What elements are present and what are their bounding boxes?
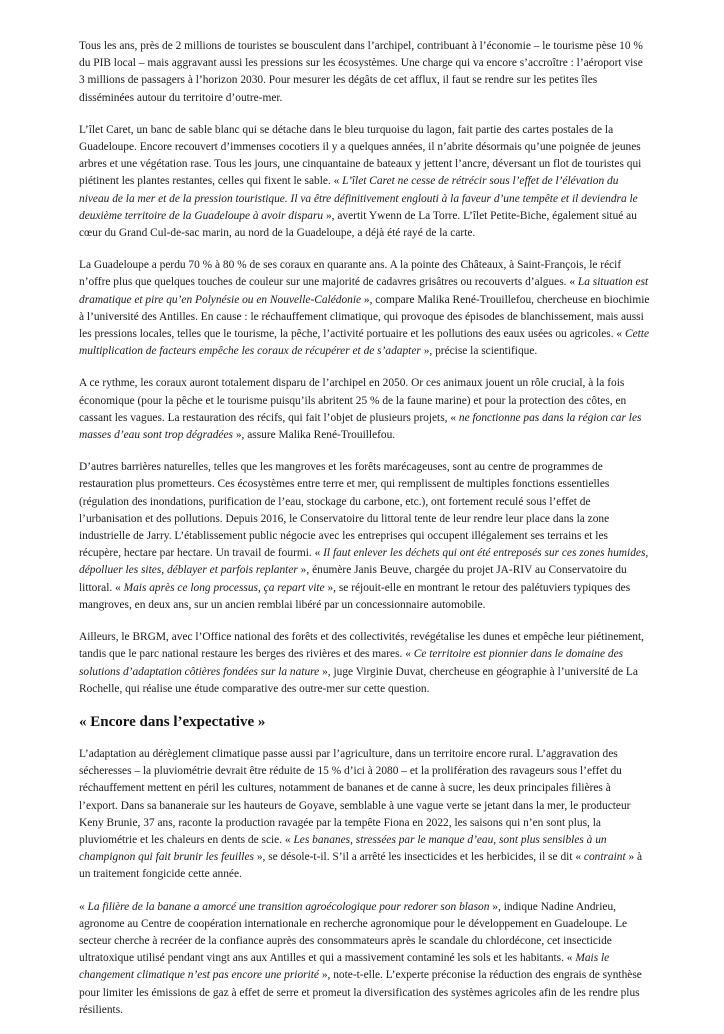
- section-subheading: « Encore dans l’expectative »: [79, 713, 266, 730]
- quote: La situation est dramatique et pire qu’en Polynésie ou en Nouvelle-Calédonie: [79, 276, 649, 306]
- article-body-after: [79, 746, 651, 1019]
- segment: Ailleurs, le BRGM, avec l’Office national des forêts et des collectivités, revégétalise les dunes et empêche leur piétinement, tandis que le parc national restaure les berges des rivières et des mares. «: [79, 631, 645, 661]
- quote: Il faut enlever les déchets qui ont été entreposés sur ces zones humides, dépolluer les sites, déblayer et parfois replanter: [79, 547, 649, 577]
- paragraph-rythme: [79, 375, 651, 444]
- segment: », avertit Ywenn de La Torre. L’îlet Petite-Biche, également situé au cœur du Grand Cul-de-sac marin, au nord de la Guadeloupe, a déjà été rayé de la carte.: [79, 209, 637, 240]
- paragraph-brgm: [79, 629, 651, 698]
- segment: », juge Virginie Duvat, chercheuse en géographie à l’université de La Rochelle, qui réalise une étude comparative des outre-mer sur cette question.: [79, 665, 638, 695]
- segment: L’îlet Caret, un banc de sable blanc qui se détache dans le bleu turquoise du lagon, fait partie des cartes postales de la Guadeloupe. Encore recouvert d’immenses cocotiers il y a quelques années, il n’abrite désormais qu’une poignée de jeunes arbres et une végétation rase. Tous les jours, une cinquantaine de bateaux y jettent l’ancre, déversant un flot de touristes qui piétinent les plantes restantes, celles qui fixent le sable. «: [79, 123, 642, 188]
- segment: », précise la scientifique.: [420, 345, 538, 358]
- segment: Tous les ans, près de 2 millions de touristes se bousculent dans l’archipel, contribuant à l’économie – le tourisme pèse 10 % du PIB local – mais aggravant aussi les pressions sur les écosystèmes. Une charge qui va encore s’accroître : l’aéroport vise 3 millions de passagers à l’horizon 2030. Pour mesurer les dégâts de cet afflux, il faut se rendre sur les petites îles disséminées autour du territoire d’outre-mer.: [79, 40, 643, 104]
- article-page: [79, 38, 651, 1034]
- article-body-before: [79, 38, 651, 698]
- paragraph-banane: [79, 899, 651, 1019]
- quote: Cette multiplication de facteurs empêche les coraux de récupérer et de s’adapter: [79, 328, 650, 358]
- paragraph-tourism: [79, 38, 651, 107]
- paragraph-ilet-caret: [79, 122, 651, 242]
- segment: », indique Nadine Andrieu, agronome au Centre de coopération internationale en recherche agronomique pour le développement en Guadeloupe. Le secteur cherche à recréer de la confiance auprès des consommateurs après le scandale du chlordécone, cet insecticide ultratoxique utilisé pendant vingt ans aux Antilles et qui a massivement contaminé les sols et les habitants. «: [79, 900, 628, 965]
- segment: D’autres barrières naturelles, telles que les mangroves et les forêts marécageuses, sont au centre de programmes de restauration plus prometteurs. Ces écosystèmes entre terre et mer, qui remplissent de multiples fonctions essentielles (régulation des inondations, purification de l’eau, stockage du carbone, etc.), ont fortement reculé sous l’effet de l’urbanisation et des pollutions. Depuis 2016, le Conservatoire du littoral tente de leur rendre leur place dans la zone industrielle de Jarry. L’établissement public négocie avec les entreprises qui occupent illégalement ses terrains et les récupère, hectare par hectare. Un travail de fourmi. «: [79, 461, 610, 560]
- segment: », compare Malika René-Trouillefou, chercheuse en biochimie à l’université des Antilles. En cause : le réchauffement climatique, qui provoque des épisodes de blanchissement, mais aussi les pressions locales, telles que le tourisme, la pêche, l’activité portuaire et les pollutions des eaux usées ou agricoles. «: [79, 293, 650, 341]
- segment: «: [79, 900, 88, 913]
- segment: », énumère Janis Beuve, chargée du projet JA-RIV au Conservatoire du littoral. «: [79, 564, 627, 594]
- quote: contraint: [583, 851, 626, 864]
- segment: », se réjouit-elle en montrant le retour des palétuviers typiques des mangroves, en deux ans, sur un ancien remblai libéré par un concessionnaire automobile.: [79, 581, 631, 611]
- paragraph-coraux: [79, 257, 651, 360]
- quote: Mais après ce long processus, ça repart vite: [123, 581, 325, 594]
- quote: La filière de la banane a amorcé une transition agroécologique pour redorer son blason: [87, 900, 490, 913]
- segment: », assure Malika René-Trouillefou.: [232, 429, 396, 442]
- segment: », se désole-t-il. S’il a arrêté les insecticides et les herbicides, il se dit «: [253, 851, 584, 864]
- paragraph-agriculture: [79, 746, 651, 884]
- quote: L’îlet Caret ne cesse de rétrécir sous l’effet de l’élévation du niveau de la mer et de la pression touristique. Il va être définitivement englouti à la faveur d’une tempête et il deviendra le deuxième territoire de la Guadeloupe à avoir disparu: [79, 175, 638, 222]
- quote: Les bananes, stressées par le manque d’eau, sont plus sensibles à un champignon qui fait brunir les feuilles: [79, 833, 607, 864]
- quote: ne fonctionne pas dans la région car les masses d’eau sont trop dégradées: [79, 411, 642, 442]
- paragraph-mangroves: [79, 459, 651, 614]
- segment: A ce rythme, les coraux auront totalement disparu de l’archipel en 2050. Or ces animaux jouent un rôle crucial, à la fois économique (pour la pêche et le tourisme puisqu’ils abritent 25 % de la faune marine) et pour la protection des côtes, en cassant les vagues. La restauration des récifs, qui fait l’objet de plusieurs projets, «: [79, 377, 627, 424]
- segment: » à un traitement fongicide cette année.: [79, 851, 643, 881]
- quote: Ce territoire est pionnier dans le domaine des solutions d’adaptation côtières fondées sur la nature: [79, 648, 624, 678]
- segment: La Guadeloupe a perdu 70 % à 80 % de ses coraux en quarante ans. A la pointe des Châteaux, à Saint-François, le récif n’offre plus que quelques touches de couleur sur une majorité de cadavres grisâtres ou recouverts d’algues. «: [79, 259, 622, 289]
- quote: Mais le changement climatique n’est pas encore une priorité: [79, 952, 610, 982]
- segment: », note-t-elle. L’experte préconise la réduction des engrais de synthèse pour limiter les émissions de gaz à effet de serre et promeut la diversification des systèmes agricoles afin de les rendre plus résilients.: [79, 969, 642, 1016]
- segment: L’adaptation au dérèglement climatique passe aussi par l’agriculture, dans un territoire encore rural. L’aggravation des sécheresses – la pluviométrie devrait être réduite de 15 % d’ici à 2080 – et la prolifération des ravageurs sous l’effet du réchauffement mettent en péril les cultures, notamment de bananes et de canne à sucre, les deux principales filières à l’export. Dans sa bananeraie sur les hauteurs de Goyave, semblable à une vague verte se jetant dans la mer, le producteur Keny Brunie, 37 ans, raconte la production ravagée par la tempête Fiona en 2022, les saisons qui n’en sont plus, la pluviométrie et les chaleurs en dents de scie. «: [79, 747, 631, 846]
